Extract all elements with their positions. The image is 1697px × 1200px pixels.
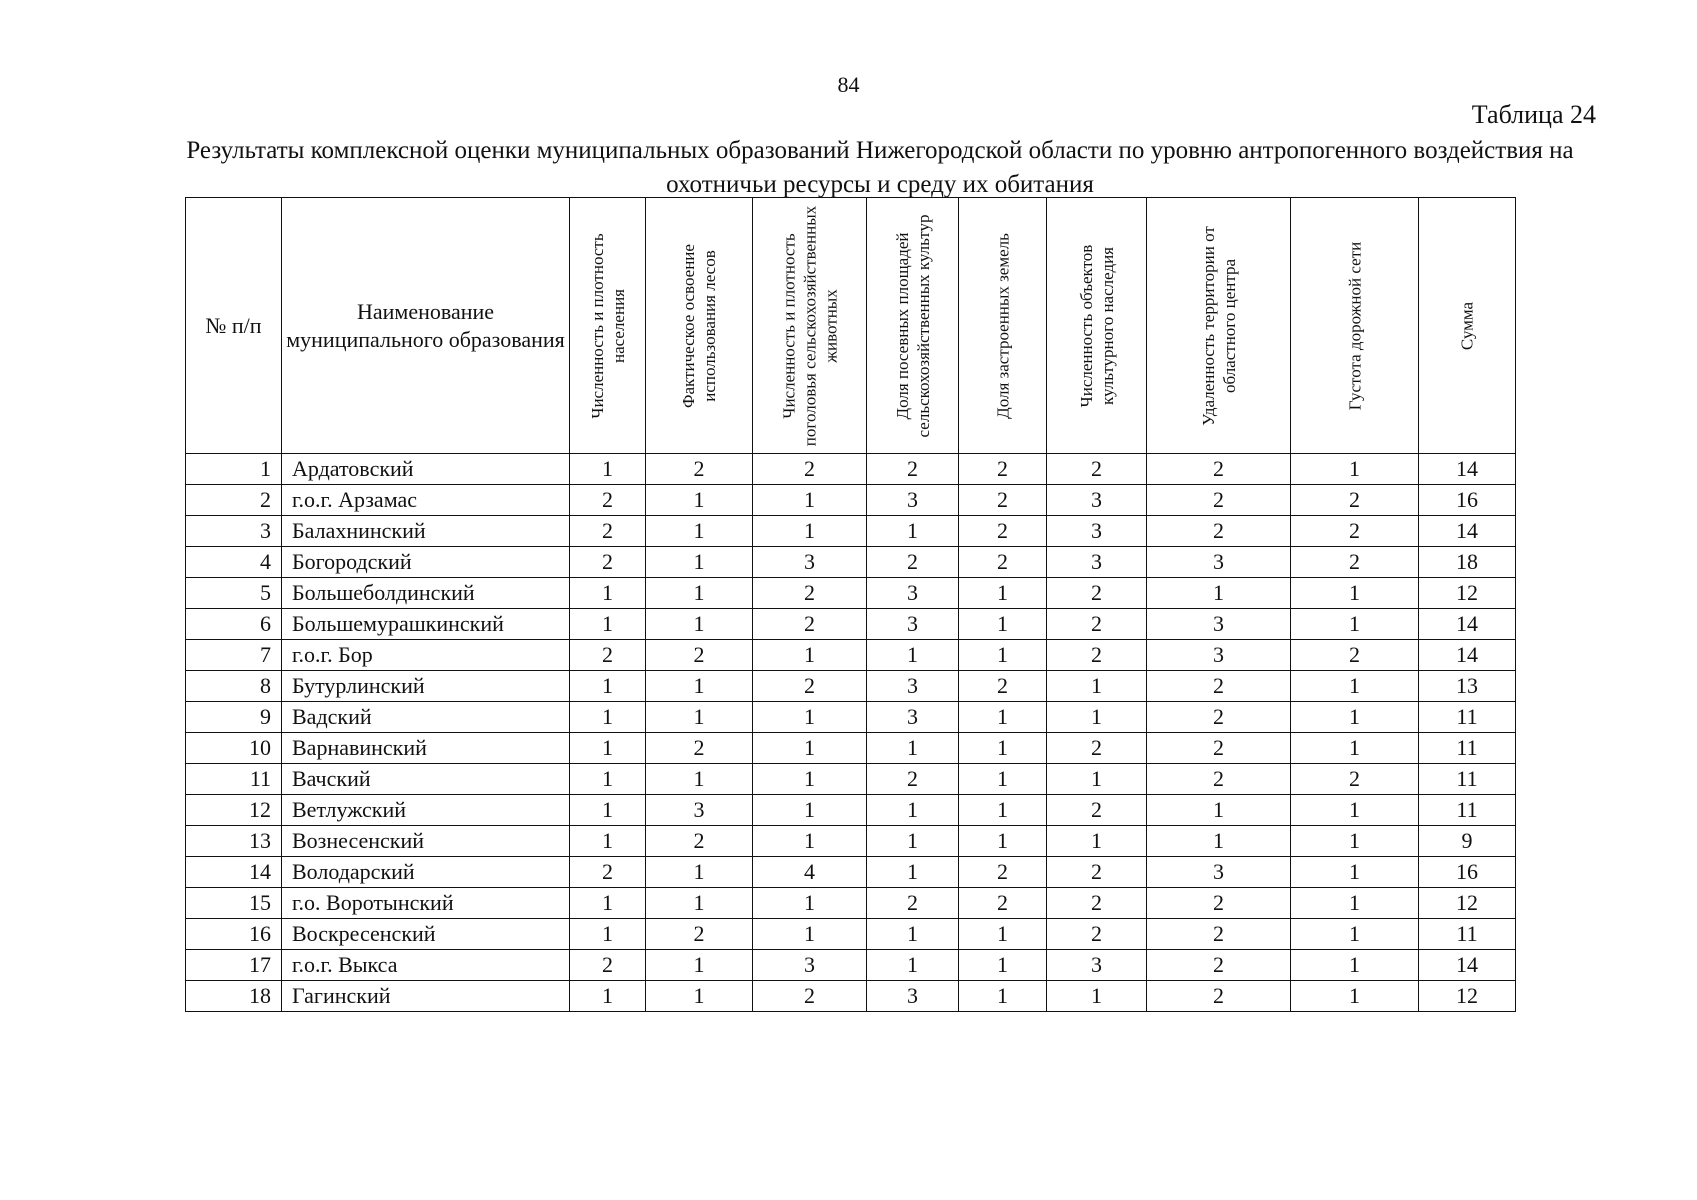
table-row (186, 950, 1516, 981)
cell-sum: 11 (1419, 733, 1516, 764)
cell-livestock: 2 (753, 981, 867, 1012)
cell-distance: 2 (1147, 485, 1291, 516)
table-title: Результаты комплексной оценки муниципальных образований Нижегородской области по уровню антропогенного воздействия на охотничьи ресурсы и среду их обитания (186, 137, 1574, 198)
cell-forest-use: 1 (646, 485, 753, 516)
cell-number: 10 (186, 733, 282, 764)
table-row (186, 888, 1516, 919)
table-body (186, 454, 1516, 1012)
cell-forest-use: 1 (646, 888, 753, 919)
cell-distance: 1 (1147, 578, 1291, 609)
cell-crop-area: 3 (867, 578, 959, 609)
cell-municipality-name: Бутурлинский (282, 671, 570, 702)
table-row (186, 826, 1516, 857)
cell-built-land: 1 (959, 640, 1047, 671)
cell-heritage: 1 (1047, 826, 1147, 857)
cell-municipality-name: Балахнинский (282, 516, 570, 547)
cell-distance: 2 (1147, 888, 1291, 919)
cell-number: 14 (186, 857, 282, 888)
cell-forest-use: 2 (646, 826, 753, 857)
cell-heritage: 3 (1047, 516, 1147, 547)
cell-crop-area: 1 (867, 826, 959, 857)
cell-crop-area: 1 (867, 919, 959, 950)
cell-forest-use: 2 (646, 454, 753, 485)
cell-built-land: 2 (959, 454, 1047, 485)
cell-crop-area: 1 (867, 640, 959, 671)
cell-heritage: 2 (1047, 795, 1147, 826)
cell-crop-area: 1 (867, 795, 959, 826)
cell-heritage: 2 (1047, 578, 1147, 609)
table-row (186, 733, 1516, 764)
cell-distance: 2 (1147, 733, 1291, 764)
cell-built-land: 1 (959, 764, 1047, 795)
cell-municipality-name: Варнавинский (282, 733, 570, 764)
cell-forest-use: 1 (646, 857, 753, 888)
header-number: № п/п (186, 198, 282, 454)
cell-crop-area: 3 (867, 981, 959, 1012)
cell-road-density: 1 (1291, 578, 1419, 609)
cell-forest-use: 1 (646, 764, 753, 795)
cell-sum: 18 (1419, 547, 1516, 578)
cell-municipality-name: Воскресенский (282, 919, 570, 950)
header-road-density-label: Густота дорожной сети (1345, 241, 1364, 410)
header-crop-area-label: Доля посевных площадей сельскохозяйственных культур (892, 214, 933, 437)
header-forest-use (646, 198, 753, 454)
cell-sum: 11 (1419, 764, 1516, 795)
cell-number: 17 (186, 950, 282, 981)
cell-livestock: 3 (753, 547, 867, 578)
page-number: 84 (837, 72, 860, 97)
cell-number: 12 (186, 795, 282, 826)
cell-livestock: 3 (753, 950, 867, 981)
cell-sum: 14 (1419, 950, 1516, 981)
cell-forest-use: 2 (646, 640, 753, 671)
header-sum (1419, 198, 1516, 454)
cell-population: 1 (570, 702, 646, 733)
header-livestock-label: Численность и плотность поголовья сельскохозяйственных животных (779, 205, 840, 446)
cell-municipality-name: Богородский (282, 547, 570, 578)
cell-number: 3 (186, 516, 282, 547)
header-forest-use-label: Фактическое освоение использования лесов (679, 243, 719, 408)
cell-built-land: 1 (959, 795, 1047, 826)
cell-livestock: 1 (753, 516, 867, 547)
header-crop-area (867, 198, 959, 454)
cell-distance: 1 (1147, 826, 1291, 857)
cell-distance: 2 (1147, 454, 1291, 485)
cell-distance: 2 (1147, 671, 1291, 702)
cell-built-land: 2 (959, 888, 1047, 919)
cell-forest-use: 1 (646, 578, 753, 609)
cell-sum: 11 (1419, 795, 1516, 826)
cell-heritage: 3 (1047, 950, 1147, 981)
cell-forest-use: 1 (646, 671, 753, 702)
cell-number: 6 (186, 609, 282, 640)
cell-crop-area: 3 (867, 671, 959, 702)
cell-number: 4 (186, 547, 282, 578)
cell-distance: 3 (1147, 640, 1291, 671)
cell-road-density: 1 (1291, 671, 1419, 702)
cell-population: 2 (570, 516, 646, 547)
cell-crop-area: 1 (867, 950, 959, 981)
cell-distance: 2 (1147, 764, 1291, 795)
cell-sum: 14 (1419, 609, 1516, 640)
cell-heritage: 1 (1047, 981, 1147, 1012)
cell-number: 13 (186, 826, 282, 857)
cell-heritage: 2 (1047, 919, 1147, 950)
cell-crop-area: 2 (867, 888, 959, 919)
cell-livestock: 1 (753, 826, 867, 857)
cell-heritage: 2 (1047, 733, 1147, 764)
cell-built-land: 1 (959, 826, 1047, 857)
cell-livestock: 1 (753, 764, 867, 795)
cell-number: 15 (186, 888, 282, 919)
table-row (186, 981, 1516, 1012)
table-row (186, 764, 1516, 795)
cell-number: 5 (186, 578, 282, 609)
cell-municipality-name: Гагинский (282, 981, 570, 1012)
cell-heritage: 3 (1047, 547, 1147, 578)
cell-distance: 2 (1147, 950, 1291, 981)
cell-population: 1 (570, 454, 646, 485)
table-row (186, 702, 1516, 733)
header-livestock (753, 198, 867, 454)
cell-distance: 2 (1147, 919, 1291, 950)
cell-built-land: 1 (959, 578, 1047, 609)
cell-road-density: 1 (1291, 857, 1419, 888)
cell-municipality-name: г.о.г. Бор (282, 640, 570, 671)
cell-built-land: 2 (959, 857, 1047, 888)
cell-sum: 9 (1419, 826, 1516, 857)
cell-forest-use: 2 (646, 919, 753, 950)
cell-population: 2 (570, 485, 646, 516)
cell-forest-use: 3 (646, 795, 753, 826)
cell-population: 1 (570, 733, 646, 764)
cell-heritage: 3 (1047, 485, 1147, 516)
cell-road-density: 2 (1291, 547, 1419, 578)
cell-livestock: 2 (753, 578, 867, 609)
cell-sum: 13 (1419, 671, 1516, 702)
header-row (186, 198, 1516, 454)
header-road-density (1291, 198, 1419, 454)
cell-livestock: 1 (753, 919, 867, 950)
cell-number: 8 (186, 671, 282, 702)
cell-road-density: 2 (1291, 485, 1419, 516)
cell-forest-use: 1 (646, 950, 753, 981)
cell-road-density: 2 (1291, 516, 1419, 547)
cell-built-land: 1 (959, 919, 1047, 950)
cell-livestock: 1 (753, 888, 867, 919)
cell-forest-use: 1 (646, 702, 753, 733)
cell-crop-area: 1 (867, 857, 959, 888)
cell-sum: 14 (1419, 640, 1516, 671)
cell-crop-area: 3 (867, 609, 959, 640)
cell-distance: 3 (1147, 857, 1291, 888)
cell-livestock: 2 (753, 671, 867, 702)
cell-population: 1 (570, 981, 646, 1012)
cell-heritage: 1 (1047, 764, 1147, 795)
cell-sum: 12 (1419, 981, 1516, 1012)
cell-municipality-name: Ветлужский (282, 795, 570, 826)
header-population (570, 198, 646, 454)
cell-built-land: 1 (959, 609, 1047, 640)
cell-sum: 16 (1419, 485, 1516, 516)
cell-heritage: 2 (1047, 609, 1147, 640)
cell-population: 1 (570, 826, 646, 857)
table-label: Таблица 24 (1471, 100, 1596, 129)
cell-crop-area: 3 (867, 702, 959, 733)
cell-crop-area: 3 (867, 485, 959, 516)
cell-number: 7 (186, 640, 282, 671)
cell-forest-use: 1 (646, 981, 753, 1012)
cell-built-land: 2 (959, 485, 1047, 516)
cell-heritage: 1 (1047, 702, 1147, 733)
cell-built-land: 2 (959, 516, 1047, 547)
cell-distance: 3 (1147, 547, 1291, 578)
cell-livestock: 1 (753, 733, 867, 764)
cell-number: 9 (186, 702, 282, 733)
table-row (186, 640, 1516, 671)
cell-livestock: 1 (753, 795, 867, 826)
cell-municipality-name: Большемурашкинский (282, 609, 570, 640)
cell-distance: 3 (1147, 609, 1291, 640)
header-population-label: Численность и плотность населения (587, 232, 628, 419)
header-distance (1147, 198, 1291, 454)
cell-municipality-name: Вачский (282, 764, 570, 795)
cell-number: 1 (186, 454, 282, 485)
table-row (186, 454, 1516, 485)
cell-population: 1 (570, 888, 646, 919)
cell-municipality-name: Володарский (282, 857, 570, 888)
cell-built-land: 2 (959, 671, 1047, 702)
cell-road-density: 1 (1291, 950, 1419, 981)
cell-livestock: 1 (753, 485, 867, 516)
table-row (186, 919, 1516, 950)
cell-road-density: 1 (1291, 795, 1419, 826)
cell-heritage: 2 (1047, 857, 1147, 888)
cell-distance: 2 (1147, 702, 1291, 733)
header-built-land-label: Доля застроенных земель (993, 232, 1012, 419)
cell-built-land: 2 (959, 547, 1047, 578)
cell-road-density: 1 (1291, 919, 1419, 950)
cell-road-density: 2 (1291, 764, 1419, 795)
cell-livestock: 2 (753, 454, 867, 485)
cell-sum: 12 (1419, 578, 1516, 609)
cell-sum: 16 (1419, 857, 1516, 888)
cell-road-density: 1 (1291, 733, 1419, 764)
results-table (185, 197, 1516, 1012)
cell-population: 2 (570, 640, 646, 671)
cell-road-density: 1 (1291, 609, 1419, 640)
cell-population: 1 (570, 764, 646, 795)
cell-forest-use: 1 (646, 609, 753, 640)
cell-municipality-name: г.о. Воротынский (282, 888, 570, 919)
cell-population: 2 (570, 950, 646, 981)
cell-number: 2 (186, 485, 282, 516)
cell-livestock: 1 (753, 640, 867, 671)
cell-road-density: 1 (1291, 454, 1419, 485)
cell-sum: 14 (1419, 454, 1516, 485)
cell-heritage: 1 (1047, 671, 1147, 702)
cell-population: 1 (570, 795, 646, 826)
cell-road-density: 2 (1291, 640, 1419, 671)
cell-built-land: 1 (959, 733, 1047, 764)
cell-sum: 11 (1419, 919, 1516, 950)
cell-sum: 11 (1419, 702, 1516, 733)
cell-crop-area: 1 (867, 516, 959, 547)
cell-livestock: 1 (753, 702, 867, 733)
cell-built-land: 1 (959, 702, 1047, 733)
cell-distance: 2 (1147, 516, 1291, 547)
table-row (186, 795, 1516, 826)
cell-municipality-name: Вознесенский (282, 826, 570, 857)
cell-distance: 1 (1147, 795, 1291, 826)
table-row (186, 578, 1516, 609)
cell-forest-use: 1 (646, 516, 753, 547)
header-heritage-label: Численность объектов культурного наследия (1076, 244, 1117, 407)
cell-number: 11 (186, 764, 282, 795)
table-row (186, 671, 1516, 702)
cell-crop-area: 2 (867, 454, 959, 485)
cell-road-density: 1 (1291, 702, 1419, 733)
cell-municipality-name: Вадский (282, 702, 570, 733)
header-heritage (1047, 198, 1147, 454)
table-row (186, 547, 1516, 578)
cell-municipality-name: Ардатовский (282, 454, 570, 485)
cell-population: 2 (570, 547, 646, 578)
cell-municipality-name: Большеболдинский (282, 578, 570, 609)
cell-road-density: 1 (1291, 981, 1419, 1012)
header-municipality-name: Наименование муниципального образования (282, 198, 570, 454)
cell-forest-use: 2 (646, 733, 753, 764)
table-row (186, 609, 1516, 640)
cell-population: 1 (570, 609, 646, 640)
header-sum-label: Сумма (1457, 301, 1477, 350)
cell-livestock: 4 (753, 857, 867, 888)
cell-livestock: 2 (753, 609, 867, 640)
cell-population: 2 (570, 857, 646, 888)
cell-municipality-name: г.о.г. Выкса (282, 950, 570, 981)
cell-crop-area: 2 (867, 547, 959, 578)
table-row (186, 857, 1516, 888)
cell-distance: 2 (1147, 981, 1291, 1012)
table-row (186, 485, 1516, 516)
cell-built-land: 1 (959, 981, 1047, 1012)
cell-built-land: 1 (959, 950, 1047, 981)
header-built-land (959, 198, 1047, 454)
cell-heritage: 2 (1047, 454, 1147, 485)
cell-population: 1 (570, 919, 646, 950)
cell-sum: 12 (1419, 888, 1516, 919)
cell-heritage: 2 (1047, 888, 1147, 919)
cell-sum: 14 (1419, 516, 1516, 547)
cell-heritage: 2 (1047, 640, 1147, 671)
cell-road-density: 1 (1291, 888, 1419, 919)
cell-municipality-name: г.о.г. Арзамас (282, 485, 570, 516)
header-distance-label: Удаленность территории от областного центра (1198, 225, 1239, 426)
cell-road-density: 1 (1291, 826, 1419, 857)
cell-population: 1 (570, 671, 646, 702)
cell-number: 16 (186, 919, 282, 950)
cell-number: 18 (186, 981, 282, 1012)
cell-forest-use: 1 (646, 547, 753, 578)
cell-population: 1 (570, 578, 646, 609)
cell-crop-area: 2 (867, 764, 959, 795)
cell-crop-area: 1 (867, 733, 959, 764)
table-row (186, 516, 1516, 547)
